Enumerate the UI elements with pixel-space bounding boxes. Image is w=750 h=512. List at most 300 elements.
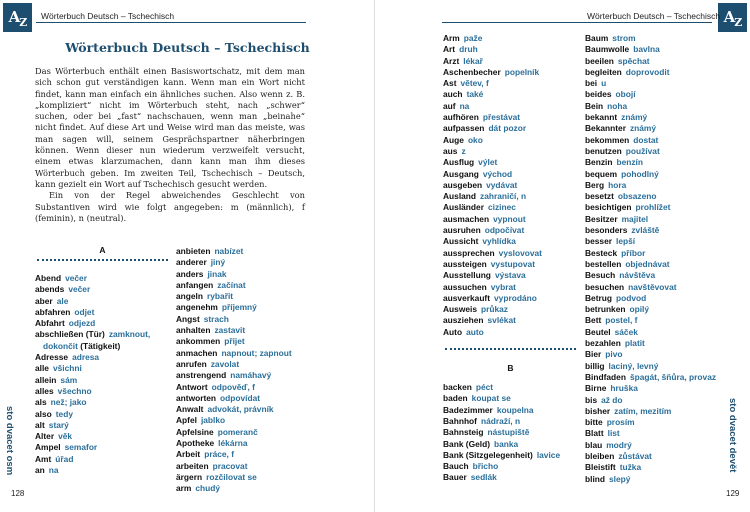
- dictionary-entry: [585, 270, 715, 281]
- dictionary-entry: [585, 157, 715, 168]
- czech-translation: úřad: [55, 453, 74, 464]
- czech-translation: koupelna: [496, 404, 534, 415]
- german-headword: Besuch: [585, 270, 616, 281]
- dictionary-entry: [585, 169, 715, 180]
- german-headword: Arbeit: [176, 449, 201, 460]
- czech-translation: adresa: [72, 352, 100, 363]
- czech-translation: východ: [482, 168, 513, 179]
- german-headword: Baum: [585, 33, 609, 43]
- czech-translation: na: [48, 465, 59, 476]
- german-headword: Angst: [176, 313, 200, 324]
- dictionary-entry: [443, 293, 578, 304]
- dictionary-entry: [585, 191, 715, 202]
- german-headword: besichtigen: [585, 202, 632, 213]
- czech-translation: příbor: [621, 247, 646, 258]
- czech-translation: odpočívat: [484, 225, 525, 236]
- czech-translation: jablko: [200, 415, 226, 426]
- dictionary-entry: [35, 454, 170, 465]
- czech-translation: vyslovovat: [498, 247, 542, 258]
- czech-translation: majitel: [621, 213, 649, 224]
- german-headword: Abfahrt: [35, 318, 65, 329]
- german-headword: anders: [176, 268, 204, 279]
- czech-translation: až do: [601, 394, 623, 405]
- czech-translation: odpověď, f: [211, 381, 255, 392]
- german-headword: aber: [35, 295, 53, 306]
- page-title: Wörterbuch Deutsch – Tschechisch: [65, 40, 310, 55]
- dictionary-entry: [176, 302, 316, 313]
- german-headword: bisher: [585, 405, 611, 416]
- czech-translation: průkaz: [480, 304, 508, 315]
- dictionary-entry: [443, 259, 578, 270]
- entry-column-left-2: [176, 246, 316, 495]
- dictionary-entry: [176, 461, 316, 472]
- german-headword: besser: [585, 236, 613, 247]
- dictionary-entry: [176, 415, 316, 426]
- german-headword: angenehm: [176, 302, 218, 313]
- czech-translation: rozčilovat se: [206, 471, 257, 482]
- dictionary-entry: [35, 375, 170, 386]
- czech-translation: začínat: [217, 279, 246, 290]
- dictionary-entry: [176, 370, 316, 381]
- german-headword: Bett: [585, 315, 602, 326]
- czech-translation: používat: [625, 145, 660, 156]
- czech-translation: na: [459, 100, 470, 111]
- dictionary-entry: [443, 67, 578, 78]
- czech-translation: večer: [65, 273, 87, 283]
- dictionary-entry: [585, 428, 715, 439]
- czech-translation: také: [466, 89, 484, 100]
- dictionary-entry: [443, 101, 578, 112]
- german-headword: bleiben: [585, 450, 615, 461]
- czech-translation: podvod: [616, 292, 647, 303]
- german-headword: abfahren: [35, 306, 71, 317]
- dictionary-entry: [585, 293, 715, 304]
- dictionary-entry: [176, 449, 316, 460]
- section-letter-a: A: [99, 245, 106, 255]
- dictionary-entry: [585, 372, 715, 383]
- dictionary-entry: [585, 304, 715, 315]
- german-headword: Abend: [35, 273, 62, 283]
- czech-translation: zavolat: [210, 358, 240, 369]
- dictionary-entry: [585, 327, 715, 338]
- czech-translation: pohodlný: [621, 168, 659, 179]
- czech-translation: nástupiště: [487, 427, 530, 438]
- german-headword: Ausgang: [443, 168, 479, 179]
- czech-translation: břicho: [472, 461, 499, 472]
- german-headword: beides: [585, 89, 612, 100]
- dictionary-entry: [176, 483, 316, 494]
- german-headword: aufpassen: [443, 123, 485, 134]
- czech-translation: pivo: [605, 349, 623, 360]
- dictionary-entry: [585, 406, 715, 417]
- czech-translation: známý: [621, 112, 648, 123]
- running-title-left: Wörterbuch Deutsch – Tschechisch: [41, 11, 175, 21]
- dictionary-entry: [443, 461, 578, 472]
- german-headword: Badezimmer: [443, 404, 493, 415]
- dictionary-entry: [585, 440, 715, 451]
- german-headword: billig: [585, 360, 605, 371]
- german-headword: Bindfaden: [585, 371, 626, 382]
- czech-translation: oko: [467, 134, 483, 145]
- logo-letter-z: Z: [734, 16, 742, 29]
- dictionary-entry: [585, 202, 715, 213]
- german-headword: anhalten: [176, 325, 211, 336]
- dictionary-entry: [35, 284, 170, 295]
- czech-translation: sedlák: [470, 472, 497, 483]
- spelled-page-number-right: sto dvacet devět: [727, 398, 738, 473]
- czech-translation: prosím: [606, 417, 635, 428]
- dictionary-entry: [176, 348, 316, 359]
- czech-translation: jinak: [207, 268, 227, 279]
- german-headword: Arzt: [443, 55, 460, 66]
- german-headword: baden: [443, 393, 468, 404]
- german-headword: aussprechen: [443, 247, 495, 258]
- dictionary-entry: [585, 180, 715, 191]
- czech-translation: ale: [56, 295, 69, 306]
- dictionary-entry: [176, 336, 316, 347]
- czech-translation: zastavit: [214, 325, 246, 336]
- dictionary-entry: [585, 417, 715, 428]
- dictionary-entry: [443, 78, 578, 89]
- german-headword: anmachen: [176, 347, 218, 358]
- dictionary-entry: [176, 246, 316, 257]
- czech-translation: dokončit: [43, 340, 78, 351]
- german-headword: backen: [443, 382, 472, 393]
- german-headword: bitte: [585, 417, 603, 428]
- german-headword: Bleistift: [585, 462, 616, 473]
- czech-translation: namáhavý: [230, 370, 272, 381]
- german-headword: bis: [585, 394, 598, 405]
- czech-translation: zvláště: [631, 225, 660, 236]
- dictionary-entry: [585, 112, 715, 123]
- dictionary-entry: [176, 325, 316, 336]
- german-headword: antworten: [176, 392, 217, 403]
- dictionary-entry: [35, 465, 170, 476]
- czech-translation: nabízet: [214, 246, 244, 256]
- czech-translation: prohlížet: [635, 202, 671, 213]
- czech-translation: vyhlídka: [482, 236, 516, 247]
- dictionary-entry: [35, 296, 170, 307]
- dictionary-entry: [443, 439, 578, 450]
- german-headword: Ausflug: [443, 157, 475, 168]
- czech-translation: advokát, právník: [207, 404, 274, 415]
- german-headword: Besitzer: [585, 213, 618, 224]
- intro-text: [35, 66, 305, 224]
- dictionary-entry: [443, 236, 578, 247]
- german-headword: Ausländer: [443, 202, 484, 213]
- czech-translation: platit: [624, 338, 645, 349]
- czech-translation: dát pozor: [488, 123, 527, 134]
- german-headword: aussuchen: [443, 281, 487, 292]
- german-headword: Art: [443, 44, 456, 55]
- german-headword: Betrug: [585, 292, 612, 303]
- dictionary-entry: [585, 395, 715, 406]
- german-headword: als: [35, 397, 47, 408]
- czech-translation: list: [607, 428, 620, 439]
- dictionary-entry: [585, 146, 715, 157]
- czech-translation: popelník: [504, 66, 540, 77]
- czech-translation: než; jako: [50, 397, 87, 408]
- german-headword: ausmachen: [443, 213, 490, 224]
- german-headword: Berg: [585, 179, 605, 190]
- czech-translation: bavlna: [633, 44, 660, 55]
- german-headword: bequem: [585, 168, 618, 179]
- czech-translation: spěchat: [617, 55, 650, 66]
- intro-paragraph-1: Das Wörterbuch enthält einen Basiswortschatz, mit dem man sich schon gut verständigen kann. Wenn man ein Wort nicht findet, kann man einfach ein ähnliches suchen. Also wenn z. B. „kompliziert“ nicht im Wörterbuch steht, nach „schwer“ suchen, oder bei „fast“ nachschauen, wenn man „beinahe“ nicht findet. Auf diese Art und Weise wird man das meiste, was man sagen will, seinem Gesprächspartner näherbringen können. Wenn dieser nun wiederum verzweifelt versucht, einem etwas klarzumachen, dann kann man ihm dieses Wörterbuch geben. Im zweiten Teil, Tschechisch – Deutsch, kann gezielt ein Wort auf Tschechisch gesucht werden.: [35, 66, 305, 189]
- dictionary-entry: [585, 282, 715, 293]
- dictionary-entry: [443, 304, 578, 315]
- german-headword: anderer: [176, 257, 207, 268]
- german-headword: Antwort: [176, 381, 208, 392]
- header-rule-right: [442, 22, 712, 23]
- dictionary-entry: [443, 180, 578, 191]
- czech-translation: cizinec: [487, 202, 516, 213]
- german-headword: allein: [35, 374, 57, 385]
- dictionary-entry: [443, 56, 578, 67]
- czech-translation: postel, f: [605, 315, 638, 326]
- dictionary-entry: [585, 135, 715, 146]
- dictionary-entry: [443, 472, 578, 483]
- czech-translation: rybařit: [207, 291, 234, 302]
- dictionary-entry: [176, 314, 316, 325]
- czech-translation: věk: [58, 431, 73, 442]
- dictionary-entry: [443, 191, 578, 202]
- german-headword: Apfelsine: [176, 426, 214, 437]
- dictionary-entry: [176, 438, 316, 449]
- czech-translation: vypnout: [493, 213, 526, 224]
- section-divider-dots: [37, 259, 168, 267]
- german-headword: aussteigen: [443, 258, 487, 269]
- german-headword: ausgeben: [443, 179, 483, 190]
- german-headword: Adresse: [35, 352, 69, 363]
- german-headword: Benzin: [585, 157, 613, 168]
- german-headword: alt: [35, 419, 45, 430]
- czech-translation: větev, f: [460, 78, 489, 89]
- german-headword: bekommen: [585, 134, 630, 145]
- czech-translation: noha: [607, 100, 628, 111]
- entry-column-right-2: [585, 33, 715, 485]
- german-headword: blind: [585, 473, 606, 484]
- german-headword: Bauch: [443, 461, 469, 472]
- czech-translation: nádraží, n: [480, 415, 521, 426]
- section-letter-b: B: [507, 363, 514, 374]
- czech-translation: zůstávat: [618, 450, 652, 461]
- dictionary-entry: [585, 451, 715, 462]
- german-headword: bekannt: [585, 112, 618, 123]
- section-divider-dots: [445, 348, 576, 356]
- dictionary-entry: [443, 146, 578, 157]
- german-headword: alles: [35, 385, 54, 396]
- german-headword: Auge: [443, 134, 464, 145]
- czech-translation: jiný: [210, 257, 226, 268]
- dictionary-entry: [176, 269, 316, 280]
- german-headword: begleiten: [585, 66, 622, 77]
- czech-translation: auto: [466, 326, 484, 337]
- czech-translation: tužka: [619, 462, 642, 473]
- dictionary-entry: [176, 404, 316, 415]
- dictionary-entry: [443, 315, 578, 326]
- page-number-left: 128: [11, 489, 25, 498]
- german-headword: anfangen: [176, 279, 214, 290]
- german-headword: abends: [35, 284, 65, 295]
- dictionary-entry: [443, 382, 578, 393]
- dictionary-entry: [443, 327, 578, 338]
- german-headword: bestellen: [585, 258, 622, 269]
- dictionary-entry: [176, 257, 316, 268]
- german-headword: besuchen: [585, 281, 625, 292]
- page-number-right: 129: [726, 489, 740, 498]
- dictionary-logo-right: [718, 3, 747, 32]
- czech-translation: péct: [475, 382, 494, 393]
- german-headword: Bank (Sitzgelegenheit): [443, 449, 533, 460]
- german-headword: Blatt: [585, 428, 604, 439]
- czech-translation: návštěva: [619, 270, 656, 281]
- german-headword: Bank (Geld): [443, 438, 490, 449]
- dictionary-entry: [585, 349, 715, 360]
- dictionary-entry: [585, 33, 715, 44]
- czech-translation: doprovodit: [625, 66, 670, 77]
- dictionary-entry: [585, 67, 715, 78]
- czech-translation: přijet: [224, 336, 245, 347]
- running-title-right: Wörterbuch Deutsch – Tschechisch: [587, 11, 721, 21]
- dictionary-entry: [585, 315, 715, 326]
- dictionary-entry: [585, 44, 715, 55]
- dictionary-entry: [176, 427, 316, 438]
- dictionary-entry: [176, 291, 316, 302]
- german-headword: Baumwolle: [585, 44, 630, 55]
- german-headword: besonders: [585, 225, 628, 236]
- german-headword: angeln: [176, 291, 203, 302]
- czech-translation: všechno: [57, 385, 92, 396]
- dictionary-entry: [443, 270, 578, 281]
- czech-translation: vydávat: [486, 179, 518, 190]
- german-headword: Ast: [443, 78, 457, 89]
- dictionary-entry: [585, 101, 715, 112]
- german-headword: Ausstellung: [443, 270, 491, 281]
- german-headword: Bier: [585, 349, 602, 360]
- czech-translation: výlet: [478, 157, 498, 168]
- german-headword: arm: [176, 483, 192, 494]
- dictionary-entry: [443, 202, 578, 213]
- czech-translation: zatím, mezitím: [614, 405, 672, 416]
- czech-translation: semafor: [64, 442, 98, 453]
- dictionary-entry: [176, 472, 316, 483]
- german-headword: bezahlen: [585, 338, 621, 349]
- czech-translation: paže: [463, 33, 483, 43]
- german-headword: Amt: [35, 453, 52, 464]
- right-page: [375, 0, 750, 512]
- czech-translation: strach: [203, 313, 229, 324]
- dictionary-entry: [35, 273, 170, 284]
- german-headword: Apfel: [176, 415, 197, 426]
- czech-translation: hora: [608, 179, 627, 190]
- dictionary-entry: [585, 236, 715, 247]
- dictionary-entry: [443, 282, 578, 293]
- czech-translation: pracovat: [212, 460, 248, 471]
- dictionary-entry: [443, 33, 578, 44]
- czech-translation: lékař: [463, 55, 483, 66]
- german-headword: Besteck: [585, 247, 618, 258]
- czech-translation: strom: [612, 33, 636, 43]
- czech-translation: modrý: [606, 439, 632, 450]
- german-headword: Birne: [585, 383, 607, 394]
- german-headword: Beutel: [585, 326, 611, 337]
- dictionary-logo-left: [3, 3, 32, 32]
- czech-translation: příjemný: [221, 302, 257, 313]
- dictionary-entry: [443, 248, 578, 259]
- czech-translation: pomeranč: [217, 426, 258, 437]
- czech-translation: koupat se: [471, 393, 511, 404]
- intro-paragraph-2: Ein von der Regel abweichendes Geschlecht von Substantiven wird wie folgt angegeben: m (männlich), f (feminin), n (neutral).: [35, 190, 305, 223]
- german-headword: aus: [443, 145, 458, 156]
- dictionary-entry: [443, 214, 578, 225]
- czech-translation: večer: [68, 284, 91, 295]
- german-headword: Apotheke: [176, 438, 215, 449]
- dictionary-entry: [585, 259, 715, 270]
- czech-translation: opilý: [629, 304, 650, 315]
- german-headword: blau: [585, 439, 603, 450]
- czech-translation: špagát, šňůra, provaz: [629, 371, 717, 382]
- czech-translation: zahraničí, n: [480, 191, 527, 202]
- dictionary-entry: [585, 89, 715, 100]
- czech-translation: banka: [494, 438, 519, 449]
- dictionary-entry: [443, 393, 578, 404]
- dictionary-entry: [443, 405, 578, 416]
- dictionary-entry: [443, 112, 578, 123]
- czech-translation: vyprodáno: [494, 292, 537, 303]
- czech-translation: lékárna: [218, 438, 248, 449]
- dictionary-entry: [585, 225, 715, 236]
- czech-translation: sáček: [614, 326, 638, 337]
- dictionary-entry: [585, 338, 715, 349]
- german-headword: Alter: [35, 431, 55, 442]
- dictionary-entry: [443, 416, 578, 427]
- czech-translation: sám: [60, 374, 78, 385]
- dictionary-entry: [35, 341, 170, 352]
- german-headword: Bauer: [443, 472, 467, 483]
- czech-translation: napnout; zapnout: [221, 347, 292, 358]
- czech-translation: hruška: [610, 383, 638, 394]
- dictionary-entry: [443, 157, 578, 168]
- dictionary-entry: [585, 248, 715, 259]
- czech-translation: chudý: [195, 483, 221, 494]
- german-headword: Ausweis: [443, 304, 477, 315]
- entry-column-left-1: [35, 244, 170, 476]
- german-headword: ausziehen: [443, 315, 484, 326]
- german-headword: Ausland: [443, 191, 477, 202]
- dictionary-entry: [585, 361, 715, 372]
- dictionary-entry: [35, 318, 170, 329]
- dictionary-entry: [443, 89, 578, 100]
- german-headword: Bahnsteig: [443, 427, 484, 438]
- german-headword: Auto: [443, 326, 463, 337]
- czech-translation: přestávat: [482, 112, 521, 123]
- dictionary-entry: [585, 123, 715, 134]
- german-headword: ausverkauft: [443, 292, 491, 303]
- german-headword: ärgern: [176, 471, 203, 482]
- dictionary-entry: [176, 382, 316, 393]
- german-headword: Ampel: [35, 442, 61, 453]
- german-headword: Anwalt: [176, 404, 204, 415]
- german-headword: arbeiten: [176, 460, 209, 471]
- czech-translation: druh: [459, 44, 478, 55]
- czech-translation: všichni: [52, 363, 82, 374]
- german-headword: Aussicht: [443, 236, 479, 247]
- dictionary-entry: [443, 169, 578, 180]
- dictionary-entry: [585, 383, 715, 394]
- entry-column-right-1: [443, 33, 578, 484]
- german-headword: abschließen (Tür): [35, 329, 105, 340]
